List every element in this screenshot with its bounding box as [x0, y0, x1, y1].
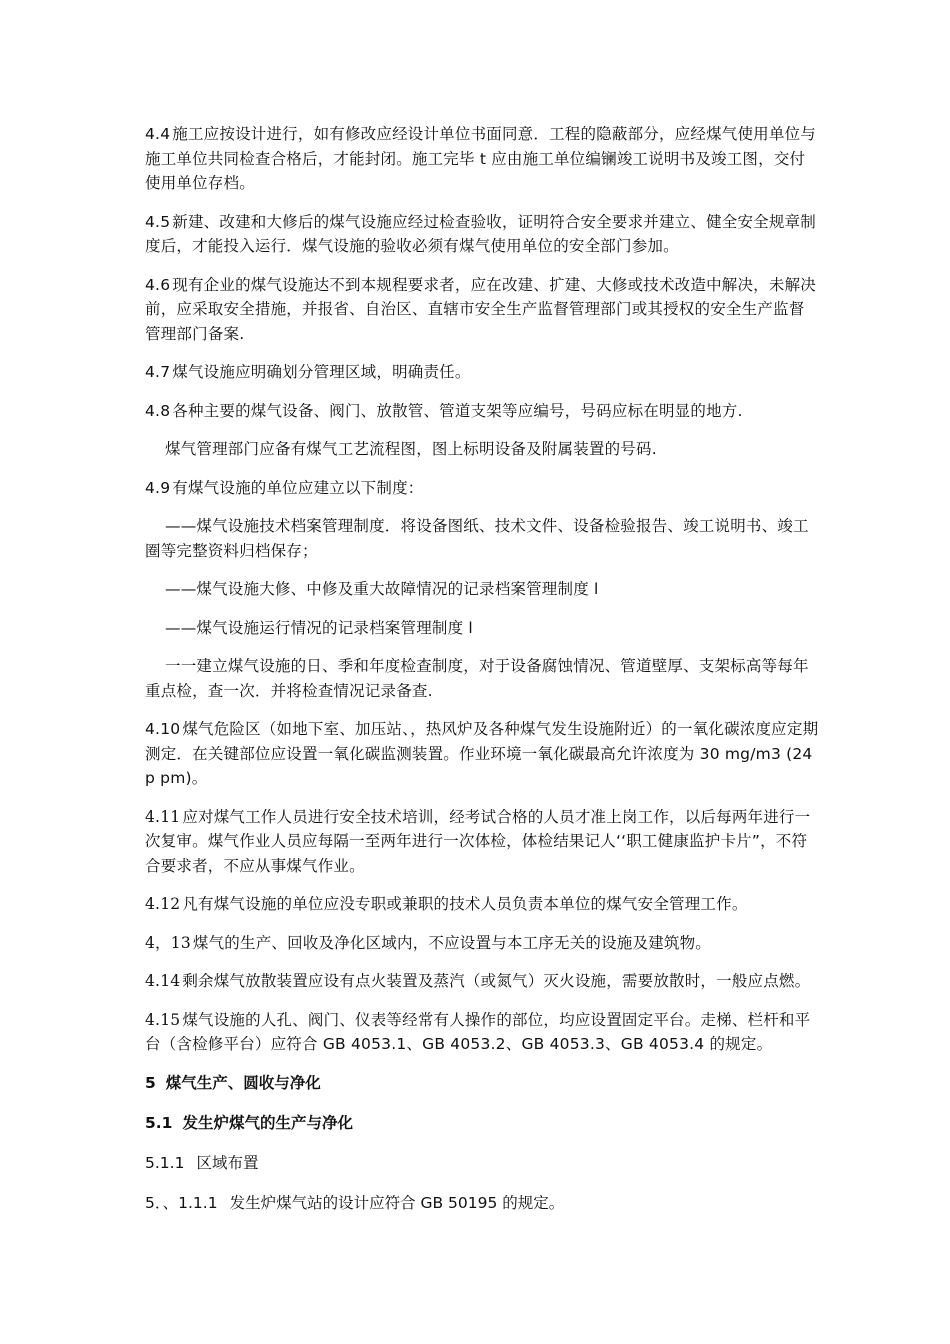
clause-4-8-note	[145, 437, 820, 462]
clause-4-13	[145, 931, 820, 956]
clause-number: 4，13	[145, 933, 191, 952]
heading-text: 煤气生产、圆收与净化	[165, 1073, 321, 1092]
clause-4-11	[145, 805, 820, 879]
list-item	[145, 577, 820, 602]
clause-text: 应对煤气工作人员进行安全技术培训，经考试合格的人员才准上岗工作，以后每两年进行一次复审。煤气作业人员应每隔一至两年进行一次体检，体检结果记人‘‘职工健康监护卡片”，不符合要求者，不应从事煤气作业。	[145, 807, 811, 875]
list-item	[145, 514, 820, 563]
heading-number: 5.1	[145, 1113, 173, 1132]
subsection-5-1-1	[145, 1151, 820, 1175]
subsection-text: 区域布置	[196, 1153, 259, 1172]
subsection-text: 发生炉煤气站的设计应符合 GB 50195 的规定。	[229, 1193, 565, 1212]
clause-text: 剩余煤气放散装置应设有点火装置及蒸汽（或氮气）灭火设施，需要放散时，一般应点燃。	[182, 972, 811, 990]
clause-number: 4.8	[145, 401, 171, 420]
clause-text: 煤气的生产、回收及净化区域内，不应设置与本工序无关的设施及建筑物。	[192, 933, 711, 952]
clause-number: 4.4	[145, 125, 171, 143]
list-item	[145, 616, 820, 641]
subsection-5-1-1-1	[145, 1191, 820, 1215]
clause-number: 4.5	[145, 212, 171, 231]
clause-text: 一一建立煤气设施的日、季和年度检查制度，对于设备腐蚀情况、管道壁厚、支架标高等每年重点检，查一次．并将检查情况记录备查.	[145, 657, 809, 700]
subsection-number: 5.1.1	[145, 1153, 185, 1172]
clause-4-5	[145, 210, 820, 259]
clause-number: 4.14	[145, 972, 181, 990]
section-heading-5	[145, 1071, 820, 1095]
clause-text: 有煤气设施的单位应建立以下制度：	[172, 478, 424, 497]
clause-text: ——煤气设施大修、中修及重大故障情况的记录档案管理制度 l	[165, 580, 599, 598]
clause-4-7	[145, 360, 820, 385]
heading-text: 发生炉煤气的生产与净化	[182, 1113, 353, 1132]
clause-4-6	[145, 273, 820, 347]
clause-number: 4.15	[145, 1010, 181, 1029]
clause-text: 施工应按设计进行，如有修改应经设计单位书面同意．工程的隐蔽部分，应经煤气使用单位与施工单位共同检查合格后，才能封闭。施工完毕 t 应由施工单位编镧竣工说明书及竣工图，交付使用单位存档。	[145, 125, 816, 192]
heading-number: 5	[145, 1073, 156, 1092]
subsection-number: 5．、1.1.1	[145, 1193, 218, 1212]
clause-number: 4.10	[145, 720, 181, 738]
clause-number: 4.6	[145, 275, 171, 294]
clause-text: 煤气管理部门应备有煤气工艺流程图，图上标明设备及附属装置的号码.	[165, 440, 657, 458]
clause-number: 4.11	[145, 807, 181, 826]
clause-4-8	[145, 399, 820, 424]
clause-text: ——煤气设施技术档案管理制度．将设备图纸、技术文件、设备检验报告、竣工说明书、竣工圈等完整资料归档保存；	[145, 517, 809, 560]
clause-text: 煤气危险区（如地下室、加压站、，热风炉及各种煤气发生设施附近）的一氧化碳浓度应定期测定．在关键部位应设置一氧化碳监测装置。作业环境一氧化碳最高允许浓度为 30 mg/m3 (24 p pm)。	[145, 720, 819, 787]
clause-4-9	[145, 476, 820, 501]
section-heading-5-1	[145, 1111, 820, 1135]
clause-4-10	[145, 717, 820, 791]
clause-number: 4.9	[145, 478, 171, 497]
clause-text: 各种主要的煤气设备、阀门、放散管、管道支架等应编号，号码应标在明显的地方.	[172, 401, 743, 420]
clause-text: ——煤气设施运行情况的记录档案管理制度 l	[165, 618, 473, 637]
clause-text: 煤气设施的人孔、阀门、仪表等经常有人操作的部位，均应设置固定平台。走梯、栏杆和平台（含检修平台）应符合 GB 4053.1、GB 4053.2、GB 4053.3、GB 4053.4 的规定。	[145, 1010, 811, 1053]
clause-4-12	[145, 892, 820, 917]
clause-4-4	[145, 122, 820, 196]
clause-4-15	[145, 1008, 820, 1057]
clause-text: 凡有煤气设施的单位应没专职或兼职的技术人员负责本单位的煤气安全管理工作。	[182, 895, 748, 913]
list-item	[145, 654, 820, 703]
clause-4-14	[145, 969, 820, 994]
clause-number: 4.7	[145, 363, 171, 381]
clause-text: 新建、改建和大修后的煤气设施应经过检查验收，证明符合安全要求并建立、健全安全规章制度后，才能投入运行．煤气设施的验收必须有煤气使用单位的安全部门参加。	[145, 212, 816, 255]
clause-text: 现有企业的煤气设施达不到本规程要求者，应在改建、扩建、大修或技术改造中解决，未解决前，应采取安全措施，并报省、自治区、直辖市安全生产监督管理部门或其授权的安全生产监督管理部门备案.	[145, 275, 816, 343]
clause-text: 煤气设施应明确划分管理区域，明确责任。	[172, 363, 471, 381]
clause-number: 4.12	[145, 895, 181, 913]
